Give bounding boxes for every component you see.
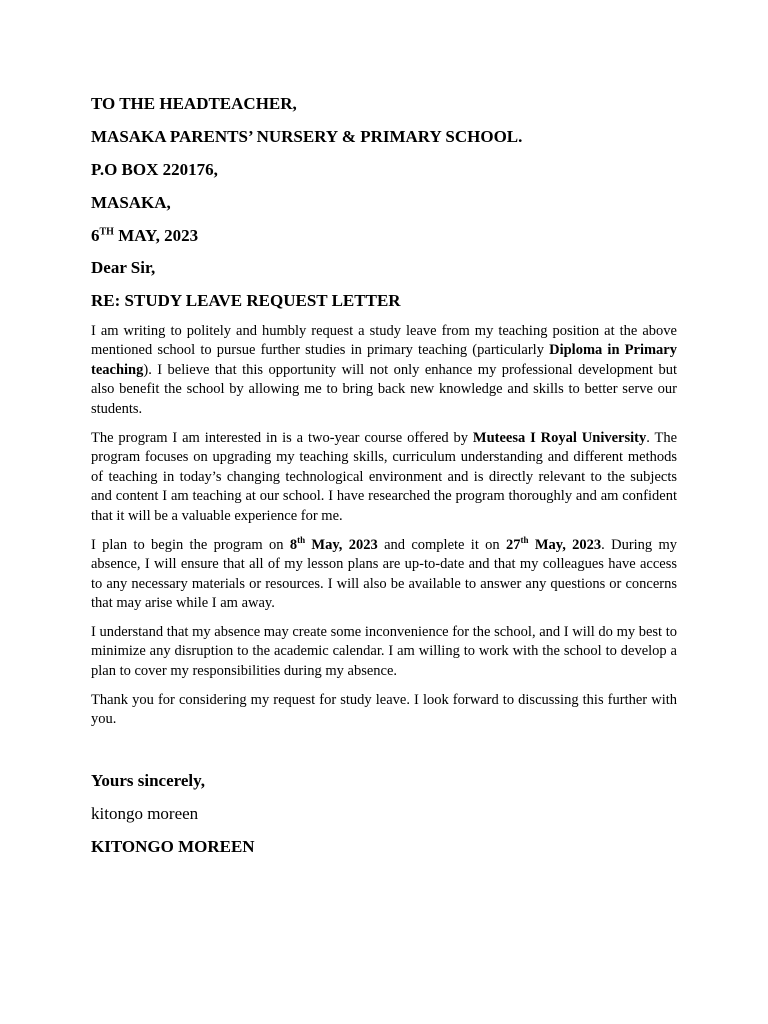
paragraph-4: I understand that my absence may create some inconvenience for the school, and I will do my best to minimize any disruption to the academic calendar. I am willing to work with the school to develop a plan to cover my responsibilities during my absence.: [91, 624, 677, 679]
p3-text-c: . During my absence, I will ensure that all of my lesson plans are up-to-date and that my colleagues have access to any necessary materials or resources. I will also be available to answer any questions or concerns that may arise while I am away.: [91, 537, 678, 612]
start-date-rest: May, 2023: [305, 537, 378, 553]
end-date-rest: May, 2023: [528, 537, 602, 553]
p2-text-a: The program I am interested in is a two-year course offered by: [91, 430, 473, 446]
paragraph-3: [91, 536, 677, 614]
p3-text-a: I plan to begin the program on: [91, 537, 290, 553]
p1-text-c: ). I believe that this opportunity will not only enhance my professional development but also benefit the school by allowing me to bring back new knowledge and skills to better serve our students.: [91, 361, 677, 417]
p3-end-date: [506, 537, 601, 553]
start-date-day: 8: [289, 537, 298, 553]
recipient-title: TO THE HEADTEACHER,: [91, 94, 297, 113]
recipient-town: MASAKA,: [91, 193, 171, 212]
date-rest: MAY, 2023: [113, 226, 199, 245]
signature: kitongo moreen: [91, 804, 199, 823]
salutation: Dear Sir,: [91, 258, 156, 277]
recipient-school: MASAKA PARENTS’ NURSERY & PRIMARY SCHOOL.: [91, 127, 523, 146]
letter-date: [91, 226, 198, 246]
date-day-suffix: TH: [99, 226, 114, 238]
signatory-name: KITONGO MOREEN: [91, 837, 255, 856]
end-date-suffix: th: [520, 535, 529, 546]
paragraph-1: [91, 322, 677, 419]
date-day: 6: [91, 226, 100, 245]
start-date-suffix: th: [297, 535, 306, 546]
p1-program-name: Diploma in Primary teaching: [91, 342, 677, 378]
end-date-day: 27: [505, 537, 521, 553]
p3-text-b: and complete it on: [377, 537, 506, 553]
subject-line: RE: STUDY LEAVE REQUEST LETTER: [91, 291, 401, 310]
p3-start-date: [290, 537, 378, 553]
paragraph-5: Thank you for considering my request for study leave. I look forward to discussing this further with you.: [91, 692, 677, 728]
closing-line: Yours sincerely,: [91, 771, 205, 790]
p2-university-name: Muteesa I Royal University: [472, 430, 647, 446]
p2-text-c: . The program focuses on upgrading my teaching skills, curriculum understanding and different methods of teaching in today’s changing technological environment and is directly relevant to the subjects and content I am teaching at our school. I have researched the program thoroughly and am confident that it will be a valuable experience for me.: [91, 430, 677, 524]
recipient-po-box: P.O BOX 220176,: [91, 160, 218, 179]
p1-text-a: I am writing to politely and humbly request a study leave from my teaching position at the above mentioned school to pursue further studies in primary teaching (particularly: [91, 323, 677, 359]
paragraph-2: [91, 429, 677, 526]
